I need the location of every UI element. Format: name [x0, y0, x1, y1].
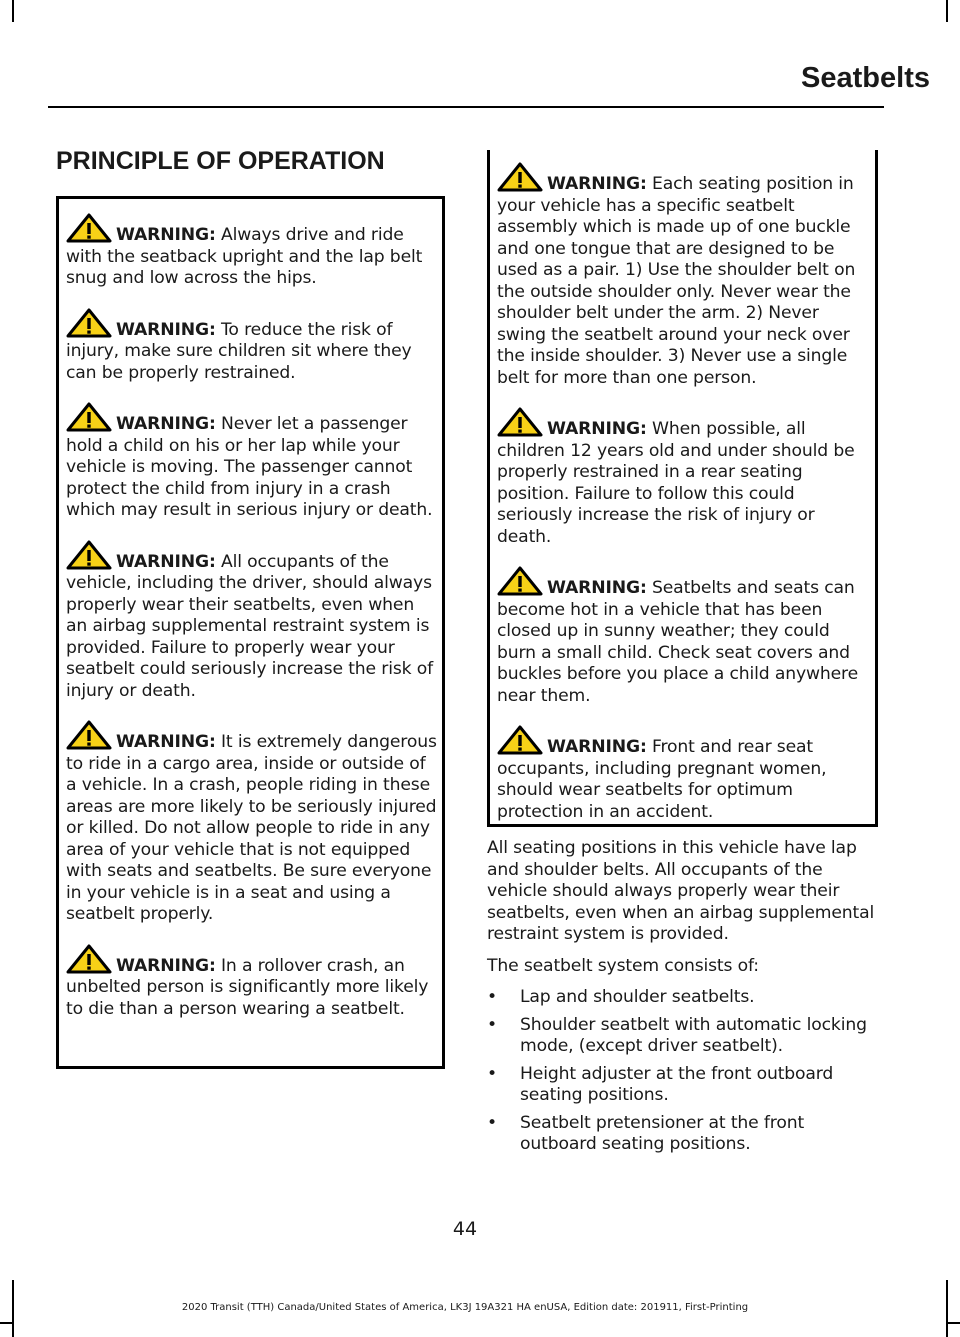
warning-label: WARNING:: [547, 578, 647, 598]
warning-label: WARNING:: [116, 955, 216, 976]
list-item: [487, 1113, 882, 1156]
edition-footer: 2020 Transit (TTH) Canada/United States of America, LK3J 19A321 HA enUSA, Edition date: 201911, First-Printing: [181, 1302, 749, 1313]
warning-label: WARNING:: [547, 419, 647, 439]
list-item-text: Height adjuster at the front outboard seating positions.: [520, 1063, 834, 1105]
warning-item: [497, 725, 872, 823]
warning-triangle-icon: [66, 308, 113, 338]
warning-list-left: [66, 213, 439, 1038]
warning-label: WARNING:: [547, 174, 647, 194]
warning-text: Never let a passenger hold a child on his or her lap while your vehicle is moving. The passenger cannot protect the child from injury in a crash which may result in serious injury or death.: [66, 414, 433, 520]
warning-item: [66, 402, 439, 522]
warning-triangle-icon: [497, 407, 544, 437]
crop-mark-top-left-v: [12, 0, 14, 22]
warning-item: [497, 407, 872, 548]
warning-text: It is extremely dangerous to ride in a cargo area, inside or outside of a vehicle. In a crash, people riding in these areas are more likely to be seriously injured or killed. Do not allow people to ride in any area of your vehicle that is not equipped with seats and seatbelts. Be sure everyone in your vehicle is in a seat and using a seatbelt properly.: [66, 732, 437, 924]
warning-text: When possible, all children 12 years old and under should be properly restrained in a rear seating position. Failure to follow this could seriously increase the risk of injury or death.: [497, 419, 855, 547]
warning-box-right: [487, 150, 878, 827]
chapter-title: Seatbelts: [801, 62, 930, 94]
warning-triangle-icon: [497, 566, 544, 596]
warning-item: [66, 944, 439, 1021]
system-intro: The seatbelt system consists of:: [487, 955, 759, 976]
warning-triangle-icon: [66, 213, 113, 243]
warning-text: In a rollover crash, an unbelted person is significantly more likely to die than a person wearing a seatbelt.: [66, 955, 429, 1019]
warning-box-left: [56, 196, 445, 1069]
warning-text: To reduce the risk of injury, make sure children sit where they can be properly restrained.: [66, 319, 412, 383]
bullet-marker: •: [487, 1014, 497, 1035]
list-item-text: Seatbelt pretensioner at the front outboard seating positions.: [520, 1112, 805, 1154]
warning-list-right: [497, 162, 872, 841]
warning-text: Each seating position in your vehicle has a specific seatbelt assembly which is made up of one buckle and one tongue that are designed to be used as a pair. 1) Use the shoulder belt on the outside shoulder only. Never wear the shoulder belt under the arm. 2) Never swing the seatbelt around your neck over the inside shoulder. 3) Never use a single belt for more than one person.: [497, 174, 856, 388]
bullet-marker: •: [487, 987, 497, 1007]
warning-triangle-icon: [66, 944, 113, 974]
warning-label: WARNING:: [116, 732, 216, 752]
warning-triangle-icon: [66, 720, 113, 750]
list-item-text: Lap and shoulder seatbelts.: [520, 987, 755, 1007]
warning-label: WARNING:: [116, 225, 216, 245]
header-rule: [48, 106, 884, 108]
warning-item: [66, 540, 439, 703]
page-number: 44: [452, 1218, 478, 1240]
warning-triangle-icon: [66, 402, 113, 432]
intro-paragraph: All seating positions in this vehicle have lap and shoulder belts. All occupants of the vehicle should always properly wear their seatbelts, even when an airbag supplemental restraint system is provided.: [487, 838, 875, 944]
warning-triangle-icon: [497, 162, 544, 192]
bullet-marker: •: [487, 1063, 497, 1084]
warning-item: [66, 308, 439, 385]
warning-triangle-icon: [66, 540, 113, 570]
crop-mark-bottom-left-h: [0, 1322, 12, 1324]
warning-text: Seatbelts and seats can become hot in a vehicle that has been closed up in sunny weather; they could burn a small child. Check seat covers and buckles before you place a child anywhere near them.: [497, 578, 858, 706]
crop-mark-bottom-right-v: [946, 1280, 948, 1337]
crop-mark-bottom-right-h: [948, 1322, 960, 1324]
warning-item: [66, 213, 439, 290]
warning-label: WARNING:: [547, 737, 647, 757]
warning-text: Always drive and ride with the seatback upright and the lap belt snug and low across the hips.: [66, 225, 423, 288]
warning-text: Front and rear seat occupants, including pregnant women, should wear seatbelts for optimum protection in an accident.: [497, 737, 827, 822]
warning-label: WARNING:: [116, 414, 216, 434]
section-title: PRINCIPLE OF OPERATION: [56, 147, 385, 175]
warning-triangle-icon: [497, 725, 544, 755]
list-item: [487, 987, 882, 1009]
warning-item: [497, 162, 872, 389]
warning-item: [66, 720, 439, 926]
crop-mark-top-right-v: [946, 0, 948, 22]
component-list: [487, 987, 882, 1156]
warning-text: All occupants of the vehicle, including the driver, should always properly wear their seatbelts, even when an airbag supplemental restraint system is provided. Failure to properly wear your seatbelt could seriously increase the risk of injury or death.: [66, 551, 434, 701]
list-item: [487, 1064, 882, 1107]
bullet-marker: •: [487, 1112, 497, 1133]
warning-item: [497, 566, 872, 707]
list-item: [487, 1015, 882, 1058]
body-content: [487, 838, 882, 1162]
list-item-text: Shoulder seatbelt with automatic locking mode, (except driver seatbelt).: [520, 1014, 867, 1056]
warning-label: WARNING:: [116, 319, 216, 340]
warning-label: WARNING:: [116, 551, 216, 572]
